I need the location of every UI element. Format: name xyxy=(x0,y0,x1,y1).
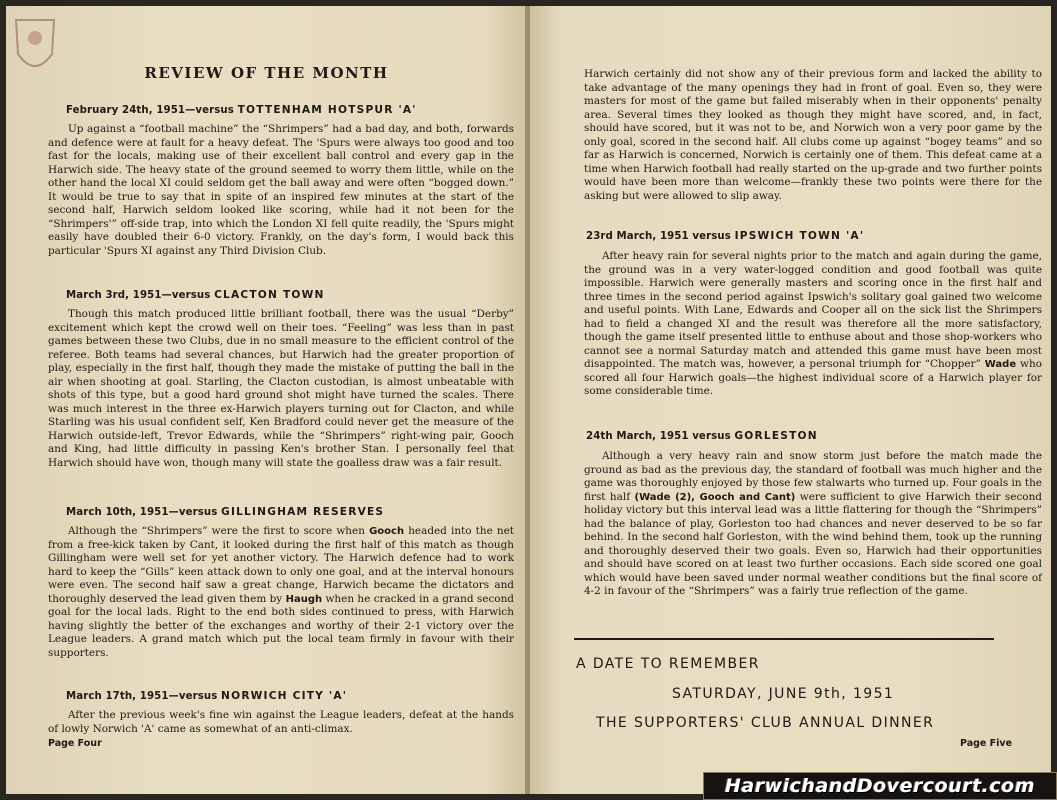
match-report: Though this match produced little brilliant football, there was the usual “Derby” excitement which kept the crowd well on their toes. “Feeling” was less than in past games between these two Clubs, due in no small measure to the efficient control of the referee. Both teams had several chances, but Harwich had the greater proportion of play, especially in the first half, though they made the mistake of putting the ball in the air when shooting at goal. Starling, the Clacton custodian, is almost unbeatable with shots of this type, but a good hard ground shot might have turned the scales. There was much interest in the three ex-Harwich players turning out for Clacton, and while Starling was his usual confident self, Ken Bradford could never get the measure of the Harwich outside-left, Trevor Edwards, while the “Shrimpers” right-wing pair, Gooch and King, had little difficulty in passing Ken's brother Stan. I personally feel that Harwich should have won, though many will state the goalless draw was a fair result. xyxy=(48,308,514,470)
match-opponent: GILLINGHAM RESERVES xyxy=(221,506,385,518)
match-report: After heavy rain for several nights prior to the match and again during the game, the ground was in a very water-logged condition and good football was quite impossible. Harwich were generally masters and scoring once in the first half and three times in the second period against Ipswich's solitary goal gained two welcome and useful points. With Lane, Edwards and Cooper all on the sick list the Shrimpers had to field a changed XI and the result was therefore all the more satisfactory, though the game itself presented little to enthuse about and those shop-workers who cannot see a normal Saturday match and attended this game must have been most disappointed. The match was, however, a personal triumph for “Chopper” Wade who scored all four Harwich goals—the highest individual score of a Harwich player for some considerable time. xyxy=(584,250,1042,398)
match-date: 23rd March, 1951 versus xyxy=(586,231,731,242)
scorer-name: (Wade (2), Gooch and Cant) xyxy=(634,491,796,503)
page-number: Page Four xyxy=(48,738,102,749)
match-opponent: CLACTON TOWN xyxy=(214,289,325,301)
match-opponent: IPSWICH TOWN 'A' xyxy=(734,230,865,242)
match-date: March 10th, 1951—versus xyxy=(66,507,218,518)
match-heading xyxy=(66,104,417,116)
program-spread xyxy=(6,6,1051,794)
match-date: February 24th, 1951—versus xyxy=(66,105,234,116)
match-heading xyxy=(66,690,347,702)
match-opponent: TOTTENHAM HOTSPUR 'A' xyxy=(237,104,417,116)
left-page xyxy=(6,6,527,794)
scorer-name: Haugh xyxy=(285,593,323,605)
scorer-name: Gooch xyxy=(369,526,405,537)
match-opponent: GORLESTON xyxy=(734,430,818,442)
match-report: Up against a “football machine” the “Shrimpers” had a bad day, and both, forwards and defence were at fault for a heavy defeat. The 'Spurs were always too good and too fast for the locals, making use of their excellent ball control and every gap in the Harwich side. The heavy state of the ground seemed to worry them little, while on the other hand the local XI could seldom get the ball away and were often “bogged down.” It would be true to say that in spite of an inspired few minutes at the start of the second half, Harwich seldom looked like scoring, while had it not been for the “Shrimpers'” off-side trap, into which the London XI fell quite readily, the 'Spurs might easily have doubled their 6-0 victory. Frankly, on the day's form, I would back this particular 'Spurs XI against any Third Division Club. xyxy=(48,123,514,257)
match-date: 24th March, 1951 versus xyxy=(586,431,731,442)
site-watermark: HarwichandDovercourt.com xyxy=(703,772,1057,800)
match-heading xyxy=(66,289,325,301)
announcement-event: THE SUPPORTERS' CLUB ANNUAL DINNER xyxy=(596,715,935,731)
match-heading xyxy=(586,230,864,242)
announcement-heading: A DATE TO REMEMBER xyxy=(576,656,760,672)
page-number: Page Five xyxy=(960,738,1013,749)
match-heading xyxy=(66,506,384,518)
page-title: REVIEW OF THE MONTH xyxy=(144,64,389,82)
match-opponent: NORWICH CITY 'A' xyxy=(221,690,348,702)
match-heading xyxy=(586,430,818,442)
match-report-continued: Harwich certainly did not show any of their previous form and lacked the ability to take advantage of the many openings they had in front of goal. Even so, they were masters for most of the game but failed miserably when in their opponents' penalty area. Several times they looked as though they might have scored, and, in fact, should have scored, but it was not to be, and Norwich won a very poor game by the only goal, scored in the second half. All clubs come up against “bogey teams” and so far as Harwich is concerned, Norwich is certainly one of them. This defeat came at a time when Harwich football had really started on the up-grade and two further points would have been more than welcome—frankly these two points were there for the asking but were allowed to slip away. xyxy=(584,68,1042,202)
match-report: Although the “Shrimpers” were the first to score when Gooch headed into the net from a free-kick taken by Cant, it looked during the first half of this match as though Gillingham were well set for yet another victory. The Harwich defence had to work hard to keep the “Gills” keen attack down to only one goal, and at the interval honours were even. The second half saw a great change, Harwich became the dictators and thoroughly deserved the lead given them by Haugh when he cracked in a grand second goal for the local lads. Right to the end both sides continued to press, with Harwich having slightly the better of the exchanges and worthy of their 2-1 victory over the League leaders. A grand match which put the local team firmly in favour with their supporters. xyxy=(48,525,514,659)
divider-rule xyxy=(574,638,994,640)
right-page xyxy=(530,6,1051,794)
match-report: After the previous week's fine win against the League leaders, defeat at the hands of lowly Norwich 'A' came as somewhat of an anti-climax. xyxy=(48,709,514,735)
announcement-date: SATURDAY, JUNE 9th, 1951 xyxy=(672,686,895,702)
match-report: Although a very heavy rain and snow storm just before the match made the ground as bad as the previous day, the standard of football was much higher and the game was thoroughly enjoyed by those few stalwarts who turned up. Four goals in the first half (Wade (2), Gooch and Cant) were sufficient to give Harwich their second holiday victory but this interval lead was a little flattering for though the “Shrimpers” had the balance of play, Gorleston too had chances and never deserved to be so far behind. In the second half Gorleston, with the wind behind them, took up the running and thoroughly deserved their two goals. Even so, Harwich had their opportunities and should have scored on at least two further occasions. Each side scored one goal which would have been saved under normal weather conditions but the final score of 4-2 in favour of the “Shrimpers” was a fairly true reflection of the game. xyxy=(584,450,1042,598)
match-date: March 3rd, 1951—versus xyxy=(66,290,211,301)
match-date: March 17th, 1951—versus xyxy=(66,691,218,702)
scorer-name: Wade xyxy=(984,359,1017,371)
